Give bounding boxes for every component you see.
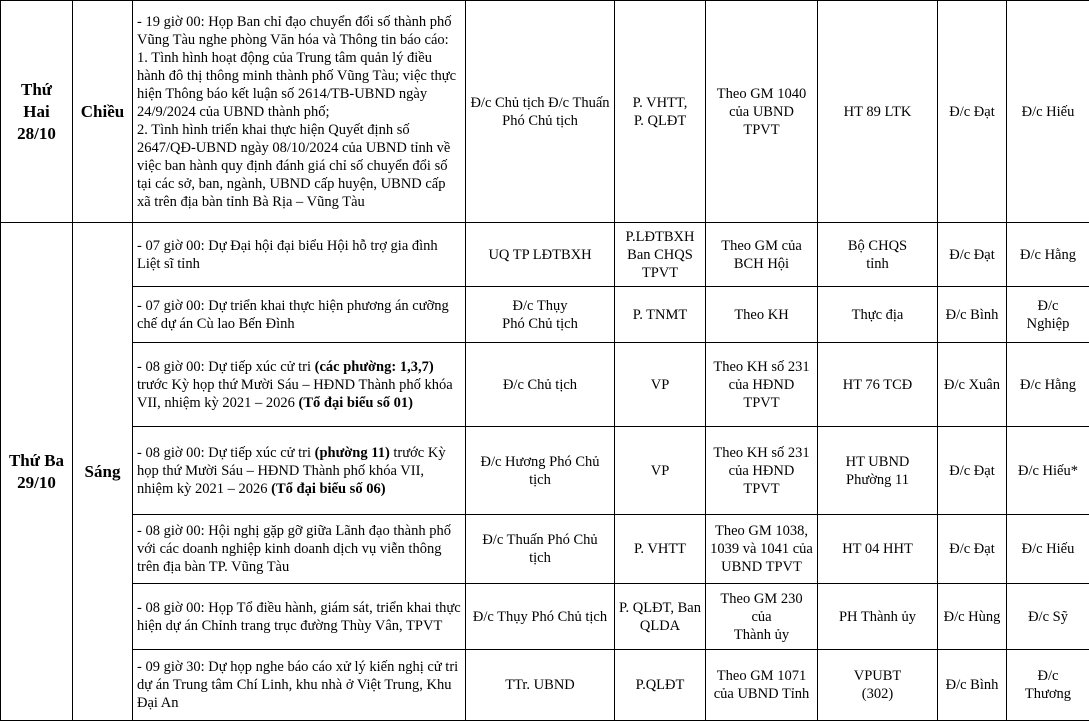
- basis-cell: Theo GM của BCH Hội: [706, 223, 818, 287]
- chair-cell: Đ/c Chủ tịch: [466, 343, 615, 427]
- basis-cell: Theo GM 1071 của UBND Tỉnh: [706, 650, 818, 721]
- location-cell: Thực địa: [818, 287, 938, 343]
- location-cell: Bộ CHQS tỉnh: [818, 223, 938, 287]
- chair-cell: Đ/c Hương Phó Chủ tịch: [466, 427, 615, 515]
- table-row: [1, 287, 1089, 343]
- content-cell: - 09 giờ 30: Dự họp nghe báo cáo xử lý kiến nghị cử tri dự án Trung tâm Chí Linh, khu nhà ở Việt Trung, Khu Đại An: [133, 650, 466, 721]
- chair-cell: Đ/c Thụy Phó Chủ tịch: [466, 584, 615, 650]
- session-cell-afternoon: Chiều: [73, 1, 133, 223]
- chair-cell: Đ/c Chủ tịch Đ/c Thuấn Phó Chủ tịch: [466, 1, 615, 223]
- content-cell: - 07 giờ 00: Dự triển khai thực hiện phương án cưỡng chế dự án Cù lao Bến Đình: [133, 287, 466, 343]
- prepare-cell: P. TNMT: [615, 287, 706, 343]
- secretary-cell: Đ/c Hằng: [1007, 343, 1089, 427]
- prepare-cell: P.LĐTBXH Ban CHQS TPVT: [615, 223, 706, 287]
- content-cell: - 08 giờ 00: Dự tiếp xúc cử tri (các phường: 1,3,7) trước Kỳ họp thứ Mười Sáu – HĐND Thành phố khóa VII, nhiệm kỳ 2021 – 2026 (Tổ đại biểu số 01): [133, 343, 466, 427]
- secretary-cell: Đ/c Hằng: [1007, 223, 1089, 287]
- chair-cell: UQ TP LĐTBXH: [466, 223, 615, 287]
- driver-cell: Đ/c Hùng: [938, 584, 1007, 650]
- content-cell: - 19 giờ 00: Họp Ban chỉ đạo chuyển đổi số thành phố Vũng Tàu nghe phòng Văn hóa và Thông tin báo cáo: 1. Tình hình hoạt động của Trung tâm quản lý điều hành đô thị thông minh thành phố Vũng Tàu; việc thực hiện Thông báo kết luận số 2614/TB-UBND ngày 24/9/2024 của UBND thành phố; 2. Tình hình triển khai thực hiện Quyết định số 2647/QĐ-UBND ngày 08/10/2024 của UBND tỉnh về việc ban hành quy định đánh giá chỉ số chuyển đổi số tại các sở, ban, ngành, UBND cấp huyện, UBND cấp xã trên địa bàn tỉnh Bà Rịa – Vũng Tàu: [133, 1, 466, 223]
- driver-cell: Đ/c Xuân: [938, 343, 1007, 427]
- location-cell: HT 04 HHT: [818, 515, 938, 584]
- basis-cell: Theo KH số 231 của HĐND TPVT: [706, 343, 818, 427]
- chair-cell: Đ/c Thuấn Phó Chủ tịch: [466, 515, 615, 584]
- basis-cell: Theo GM 1040 của UBND TPVT: [706, 1, 818, 223]
- content-cell: - 07 giờ 00: Dự Đại hội đại biểu Hội hỗ trợ gia đình Liệt sĩ tỉnh: [133, 223, 466, 287]
- table-row: [1, 650, 1089, 721]
- prepare-cell: VP: [615, 427, 706, 515]
- table-row: [1, 515, 1089, 584]
- secretary-cell: Đ/c Hiếu*: [1007, 427, 1089, 515]
- basis-cell: Theo GM 230 của Thành ủy: [706, 584, 818, 650]
- driver-cell: Đ/c Đạt: [938, 427, 1007, 515]
- secretary-cell: Đ/c Nghiệp: [1007, 287, 1089, 343]
- prepare-cell: P. VHTT, P. QLĐT: [615, 1, 706, 223]
- prepare-cell: P. VHTT: [615, 515, 706, 584]
- location-cell: HT 76 TCĐ: [818, 343, 938, 427]
- location-cell: HT UBND Phường 11: [818, 427, 938, 515]
- table-row: [1, 427, 1089, 515]
- content-cell: - 08 giờ 00: Họp Tổ điều hành, giám sát, triển khai thực hiện dự án Chỉnh trang trục đường Thùy Vân, TPVT: [133, 584, 466, 650]
- driver-cell: Đ/c Đạt: [938, 223, 1007, 287]
- secretary-cell: Đ/c Hiếu: [1007, 515, 1089, 584]
- driver-cell: Đ/c Bình: [938, 650, 1007, 721]
- table-row: [1, 223, 1089, 287]
- chair-cell: TTr. UBND: [466, 650, 615, 721]
- prepare-cell: P.QLĐT: [615, 650, 706, 721]
- table-row: [1, 584, 1089, 650]
- day-cell-tuesday: Thứ Ba 29/10: [1, 223, 73, 721]
- secretary-cell: Đ/c Hiếu: [1007, 1, 1089, 223]
- basis-cell: Theo KH: [706, 287, 818, 343]
- driver-cell: Đ/c Bình: [938, 287, 1007, 343]
- table-row: [1, 1, 1089, 223]
- driver-cell: Đ/c Đạt: [938, 515, 1007, 584]
- secretary-cell: Đ/c Sỹ: [1007, 584, 1089, 650]
- content-cell: - 08 giờ 00: Dự tiếp xúc cử tri (phường 11) trước Kỳ họp thứ Mười Sáu – HĐND Thành phố khóa VII, nhiệm kỳ 2021 – 2026 (Tổ đại biểu số 06): [133, 427, 466, 515]
- driver-cell: Đ/c Đạt: [938, 1, 1007, 223]
- secretary-cell: Đ/c Thương: [1007, 650, 1089, 721]
- prepare-cell: P. QLĐT, Ban QLDA: [615, 584, 706, 650]
- location-cell: PH Thành ủy: [818, 584, 938, 650]
- table-row: [1, 343, 1089, 427]
- location-cell: HT 89 LTK: [818, 1, 938, 223]
- session-cell-morning: Sáng: [73, 223, 133, 721]
- basis-cell: Theo GM 1038, 1039 và 1041 của UBND TPVT: [706, 515, 818, 584]
- chair-cell: Đ/c Thụy Phó Chủ tịch: [466, 287, 615, 343]
- location-cell: VPUBT (302): [818, 650, 938, 721]
- basis-cell: Theo KH số 231 của HĐND TPVT: [706, 427, 818, 515]
- day-cell-monday: Thứ Hai 28/10: [1, 1, 73, 223]
- prepare-cell: VP: [615, 343, 706, 427]
- content-cell: - 08 giờ 00: Hội nghị gặp gỡ giữa Lãnh đạo thành phố với các doanh nghiệp kinh doanh dịch vụ viễn thông trên địa bàn TP. Vũng Tàu: [133, 515, 466, 584]
